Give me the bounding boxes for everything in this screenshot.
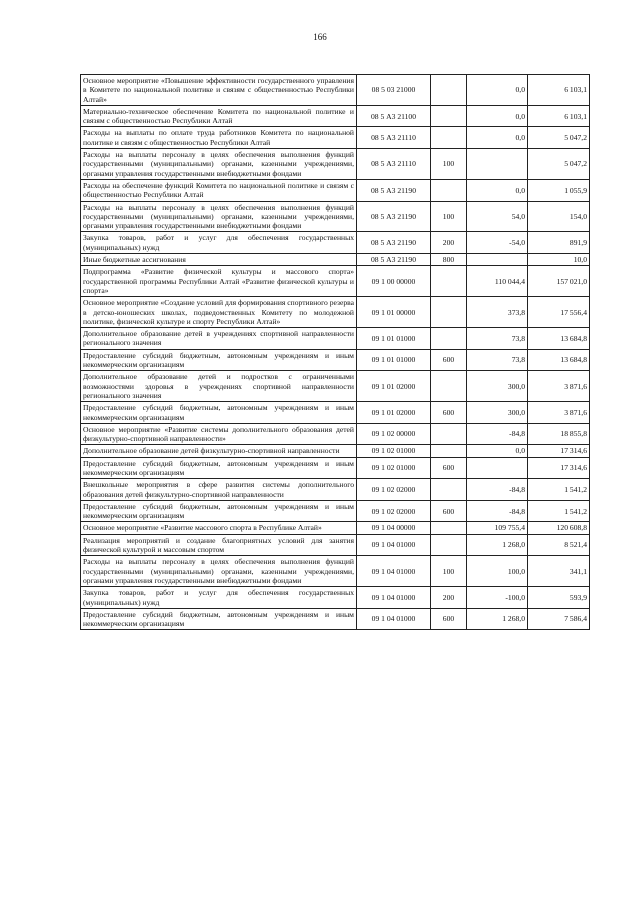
row-expense-type-cell: 800 (431, 254, 467, 266)
row-name-cell: Дополнительное образование детей и подростков с ограниченными возможностями здоровья в учреждениях спортивной направленности регионального значения (81, 371, 357, 402)
row-code-cell: 09 1 01 02000 (357, 371, 431, 402)
row-expense-type-cell: 600 (431, 457, 467, 479)
row-expense-type-cell: 200 (431, 232, 467, 254)
row-total-amount-cell: 120 608,8 (528, 522, 590, 534)
table-row (81, 328, 590, 350)
table-row (81, 587, 590, 609)
row-expense-type-cell (431, 105, 467, 127)
row-change-amount-cell: 110 044,4 (467, 266, 528, 297)
row-change-amount-cell: 0,0 (467, 127, 528, 149)
row-total-amount-cell: 18 855,8 (528, 423, 590, 445)
row-change-amount-cell: 54,0 (467, 201, 528, 232)
row-name-cell: Реализация мероприятий и создание благоприятных условий для занятия физической культурой и массовым спортом (81, 534, 357, 556)
row-expense-type-cell: 600 (431, 349, 467, 371)
row-name-cell: Расходы на выплаты персоналу в целях обеспечения выполнения функций государственными (муниципальными) органами, казенными учреждениями, органами управления государственными внебюджетными фондами (81, 201, 357, 232)
row-name-cell: Основное мероприятие «Создание условий для формирования спортивного резерва в детско-юношеских школах, подведомственных Комитету по молодежной политике, физической культуре и спорту Республики Алтай» (81, 297, 357, 328)
row-expense-type-cell (431, 328, 467, 350)
table-row (81, 149, 590, 180)
row-change-amount-cell: 0,0 (467, 75, 528, 106)
row-expense-type-cell: 600 (431, 608, 467, 630)
row-expense-type-cell (431, 297, 467, 328)
row-change-amount-cell: 109 755,4 (467, 522, 528, 534)
row-expense-type-cell (431, 266, 467, 297)
row-name-cell: Основное мероприятие «Повышение эффективности государственного управления в Комитете по национальной политике и связям с общественностью Республики Алтай» (81, 75, 357, 106)
row-total-amount-cell: 154,0 (528, 201, 590, 232)
row-code-cell: 09 1 02 02000 (357, 500, 431, 522)
row-change-amount-cell (467, 254, 528, 266)
row-change-amount-cell: 1 268,0 (467, 608, 528, 630)
row-expense-type-cell: 100 (431, 201, 467, 232)
table-row (81, 402, 590, 424)
row-name-cell: Основное мероприятие «Развитие системы дополнительного образования детей физкультурно-спортивной направленности» (81, 423, 357, 445)
row-total-amount-cell: 17 556,4 (528, 297, 590, 328)
table-row (81, 127, 590, 149)
table-row (81, 254, 590, 266)
row-change-amount-cell: 0,0 (467, 179, 528, 201)
row-change-amount-cell (467, 149, 528, 180)
table-row (81, 349, 590, 371)
row-name-cell: Основное мероприятие «Развитие массового спорта в Республике Алтай» (81, 522, 357, 534)
row-code-cell: 09 1 00 00000 (357, 266, 431, 297)
row-name-cell: Расходы на обеспечение функций Комитета по национальной политике и связям с общественностью Республики Алтай (81, 179, 357, 201)
row-expense-type-cell: 200 (431, 587, 467, 609)
row-expense-type-cell (431, 127, 467, 149)
row-total-amount-cell: 1 055,9 (528, 179, 590, 201)
row-total-amount-cell: 8 521,4 (528, 534, 590, 556)
row-code-cell: 09 1 04 01000 (357, 556, 431, 587)
row-code-cell: 09 1 01 01000 (357, 349, 431, 371)
row-change-amount-cell: -100,0 (467, 587, 528, 609)
row-expense-type-cell: 100 (431, 556, 467, 587)
row-name-cell: Иные бюджетные ассигнования (81, 254, 357, 266)
row-change-amount-cell: 1 268,0 (467, 534, 528, 556)
row-code-cell: 09 1 04 01000 (357, 587, 431, 609)
table-row (81, 179, 590, 201)
row-code-cell: 08 5 А3 21100 (357, 105, 431, 127)
table-row (81, 457, 590, 479)
row-total-amount-cell: 5 047,2 (528, 127, 590, 149)
row-total-amount-cell: 341,1 (528, 556, 590, 587)
row-total-amount-cell: 13 684,8 (528, 328, 590, 350)
row-expense-type-cell: 600 (431, 402, 467, 424)
row-code-cell: 09 1 04 00000 (357, 522, 431, 534)
row-code-cell: 08 5 03 21000 (357, 75, 431, 106)
row-expense-type-cell (431, 423, 467, 445)
row-total-amount-cell: 6 103,1 (528, 75, 590, 106)
row-name-cell: Расходы на выплаты персоналу в целях обеспечения выполнения функций государственными (муниципальными) органами, казенными учреждениями, органами управления государственными внебюджетными фондами (81, 556, 357, 587)
table-row (81, 232, 590, 254)
row-name-cell: Предоставление субсидий бюджетным, автономным учреждениям и иным некоммерческим организациям (81, 608, 357, 630)
row-expense-type-cell (431, 534, 467, 556)
row-expense-type-cell (431, 371, 467, 402)
row-code-cell: 09 1 01 01000 (357, 328, 431, 350)
row-code-cell: 09 1 01 00000 (357, 297, 431, 328)
row-name-cell: Предоставление субсидий бюджетным, автономным учреждениям и иным некоммерческим организациям (81, 402, 357, 424)
row-total-amount-cell: 6 103,1 (528, 105, 590, 127)
row-name-cell: Предоставление субсидий бюджетным, автономным учреждениям и иным некоммерческим организациям (81, 457, 357, 479)
row-code-cell: 09 1 04 01000 (357, 608, 431, 630)
row-name-cell: Предоставление субсидий бюджетным, автономным учреждениям и иным некоммерческим организациям (81, 500, 357, 522)
row-total-amount-cell: 157 021,0 (528, 266, 590, 297)
row-code-cell: 09 1 02 00000 (357, 423, 431, 445)
row-change-amount-cell: 73,8 (467, 328, 528, 350)
row-change-amount-cell: 100,0 (467, 556, 528, 587)
row-name-cell: Предоставление субсидий бюджетным, автономным учреждениям и иным некоммерческим организациям (81, 349, 357, 371)
table-row (81, 534, 590, 556)
page-number: 166 (313, 32, 327, 42)
row-total-amount-cell: 593,9 (528, 587, 590, 609)
row-total-amount-cell: 3 871,6 (528, 402, 590, 424)
table-row (81, 445, 590, 457)
row-change-amount-cell: -84,8 (467, 423, 528, 445)
row-code-cell: 08 5 А3 21110 (357, 149, 431, 180)
table-row (81, 201, 590, 232)
row-change-amount-cell: 373,8 (467, 297, 528, 328)
table-row (81, 500, 590, 522)
table-row (81, 522, 590, 534)
row-expense-type-cell: 100 (431, 149, 467, 180)
row-code-cell: 09 1 01 02000 (357, 402, 431, 424)
table-row (81, 479, 590, 501)
table-row (81, 297, 590, 328)
row-change-amount-cell: 73,8 (467, 349, 528, 371)
row-name-cell: Дополнительное образование детей физкультурно-спортивной направленности (81, 445, 357, 457)
row-change-amount-cell: -84,8 (467, 500, 528, 522)
row-name-cell: Закупка товаров, работ и услуг для обеспечения государственных (муниципальных) нужд (81, 232, 357, 254)
row-change-amount-cell (467, 457, 528, 479)
row-name-cell: Внешкольные мероприятия в сфере развития системы дополнительного образования детей физкультурно-спортивной направленности (81, 479, 357, 501)
row-name-cell: Расходы на выплаты по оплате труда работников Комитета по национальной политике и связям с общественностью Республики Алтай (81, 127, 357, 149)
row-total-amount-cell: 891,9 (528, 232, 590, 254)
row-code-cell: 08 5 А3 21190 (357, 232, 431, 254)
row-name-cell: Закупка товаров, работ и услуг для обеспечения государственных (муниципальных) нужд (81, 587, 357, 609)
budget-table (80, 74, 590, 630)
row-change-amount-cell: 300,0 (467, 371, 528, 402)
table-row (81, 266, 590, 297)
row-total-amount-cell: 17 314,6 (528, 457, 590, 479)
row-code-cell: 09 1 02 01000 (357, 457, 431, 479)
row-code-cell: 08 5 А3 21190 (357, 179, 431, 201)
row-expense-type-cell (431, 522, 467, 534)
row-code-cell: 08 5 А3 21190 (357, 254, 431, 266)
row-code-cell: 09 1 02 01000 (357, 445, 431, 457)
row-name-cell: Материально-техническое обеспечение Комитета по национальной политике и связям с общественностью Республики Алтай (81, 105, 357, 127)
table-row (81, 371, 590, 402)
row-total-amount-cell: 3 871,6 (528, 371, 590, 402)
row-change-amount-cell: 0,0 (467, 105, 528, 127)
row-total-amount-cell: 1 541,2 (528, 500, 590, 522)
row-code-cell: 08 5 А3 21110 (357, 127, 431, 149)
row-code-cell: 09 1 02 02000 (357, 479, 431, 501)
row-total-amount-cell: 13 684,8 (528, 349, 590, 371)
row-total-amount-cell: 5 047,2 (528, 149, 590, 180)
row-change-amount-cell: 0,0 (467, 445, 528, 457)
table-row (81, 608, 590, 630)
row-total-amount-cell: 17 314,6 (528, 445, 590, 457)
row-total-amount-cell: 1 541,2 (528, 479, 590, 501)
row-change-amount-cell: -84,8 (467, 479, 528, 501)
row-code-cell: 09 1 04 01000 (357, 534, 431, 556)
row-expense-type-cell (431, 179, 467, 201)
row-total-amount-cell: 10,0 (528, 254, 590, 266)
row-change-amount-cell: -54,0 (467, 232, 528, 254)
row-expense-type-cell (431, 445, 467, 457)
table-row (81, 105, 590, 127)
row-expense-type-cell (431, 479, 467, 501)
row-expense-type-cell: 600 (431, 500, 467, 522)
row-change-amount-cell: 300,0 (467, 402, 528, 424)
budget-table-body (81, 75, 590, 630)
row-name-cell: Дополнительное образование детей в учреждениях спортивной направленности регионального значения (81, 328, 357, 350)
table-row (81, 423, 590, 445)
row-total-amount-cell: 7 586,4 (528, 608, 590, 630)
row-name-cell: Расходы на выплаты персоналу в целях обеспечения выполнения функций государственными (муниципальными) органами, казенными учреждениями, органами управления государственными внебюджетными фондами (81, 149, 357, 180)
row-code-cell: 08 5 А3 21190 (357, 201, 431, 232)
table-row (81, 75, 590, 106)
row-name-cell: Подпрограмма «Развитие физической культуры и массового спорта» государственной программы Республики Алтай «Развитие физической культуры и спорта» (81, 266, 357, 297)
row-expense-type-cell (431, 75, 467, 106)
table-row (81, 556, 590, 587)
